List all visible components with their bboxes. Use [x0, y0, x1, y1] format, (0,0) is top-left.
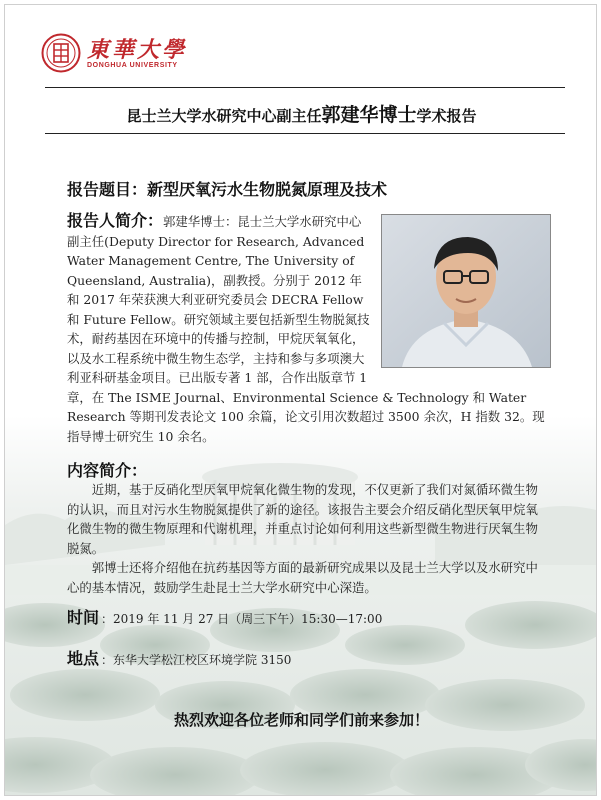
page-title: [4, 100, 597, 127]
speaker-bio: 郭建华博士：昆士兰大学水研究中心副主任(Deputy Director for Research, Advanced Water Management Centre, The University of Queensland, Australia)，副教授。分别于 2012 年和 2017 年荣获澳大利亚研究委员会 DECRA Fellow 和 Future Fellow。研究领域主要包括新型生物脱氮技术，耐药基因在环境中的传播与控制，甲烷厌氧氧化，以及水工程系统中微生物生态学，主持和参与多项澳大利亚科研基金项目。已出版专著 1 部，合作出版章节 1 章，在 The ISME Journal、Environmental Science & Technology 和 Water Research 等期刊发表论文 100 余篇，论文引用次数超过 3500 余次，H 指数 32。现指导博士研究生 10 余名。: [67, 214, 545, 444]
university-logo: [41, 29, 187, 77]
speaker-name: 郭建华博士: [321, 104, 417, 126]
content-section: [67, 480, 547, 597]
title-prefix: 昆士兰大学水研究中心副主任: [126, 107, 322, 125]
content-heading: 内容简介：: [67, 461, 148, 480]
logo-chinese-name: 東華大學: [87, 36, 188, 63]
content-paragraph: 近期，基于反硝化型厌氧甲烷氧化微生物的发现，不仅更新了我们对氮循环微生物的认识，而且对污水生物脱氮提供了新的途径。该报告主要会介绍反硝化型厌氧甲烷氧化微生物的微生物原理和代谢机理，并重点讨论如何利用这些新型微生物进行厌氧生物脱氮。: [67, 482, 538, 556]
speaker-heading: 报告人简介：: [67, 211, 164, 230]
time-label: 时间: [67, 608, 100, 627]
header-divider-top: [45, 87, 565, 88]
header-divider-bottom: [45, 133, 565, 134]
time-row: [67, 605, 382, 628]
report-topic: 报告题目：新型厌氧污水生物脱氮原理及技术: [67, 180, 388, 199]
speaker-section: [67, 211, 551, 446]
title-suffix: 学术报告: [416, 107, 477, 125]
place-value: ：东华大学松江校区环境学院 3150: [101, 653, 292, 667]
content-paragraph: 郭博士还将介绍他在抗药基因等方面的最新研究成果以及昆士兰大学以及水研究中心的基本情况，鼓励学生赴昆士兰大学水研究中心深造。: [67, 560, 538, 595]
poster: [4, 4, 597, 796]
speaker-photo: [381, 214, 551, 368]
welcome-message: 热烈欢迎各位老师和同学们前来参加！: [173, 711, 429, 729]
logo-english-name: DONGHUA UNIVERSITY: [87, 61, 178, 69]
university-seal-icon: [41, 33, 81, 73]
place-label: 地点: [67, 649, 100, 668]
time-value: ：2019 年 11 月 27 日（周三下午）15:30—17:00: [101, 612, 383, 626]
place-row: [67, 646, 291, 669]
